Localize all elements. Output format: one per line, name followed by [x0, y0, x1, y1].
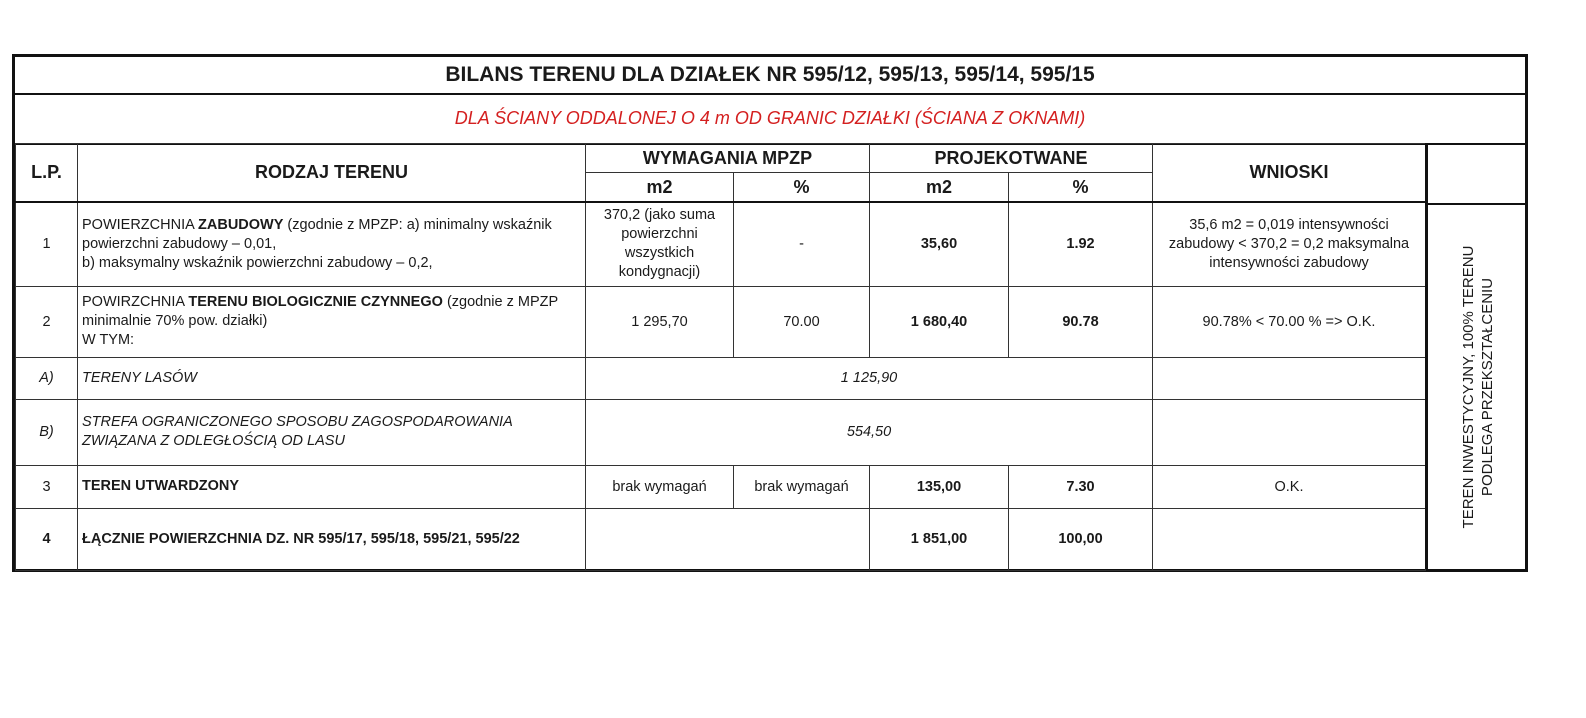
header-wym-pct: %: [734, 173, 870, 203]
table-row: [16, 357, 1426, 399]
row-wym-m2: 370,2 (jako suma powierzchni wszystkich kondygnacji): [586, 202, 734, 286]
header-wymagania-mpzp: WYMAGANIA MPZP: [586, 144, 870, 173]
row-wnioski: O.K.: [1153, 465, 1426, 508]
row-wnioski: [1153, 357, 1426, 399]
row-merged-value: 554,50: [586, 399, 1153, 465]
row-proj-m2: 1 680,40: [870, 286, 1009, 357]
row-wnioski: 90.78% < 70.00 % => O.K.: [1153, 286, 1426, 357]
row-rodzaj: STREFA OGRANICZONEGO SPOSOBU ZAGOSPODAROWANIA ZWIĄZANA Z ODLEGŁOŚCIĄ OD LASU: [78, 399, 586, 465]
row-wnioski: 35,6 m2 = 0,019 intensywności zabudowy < 370,2 = 0,2 maksymalna intensywności zabudowy: [1153, 202, 1426, 286]
row-lp: B): [16, 399, 78, 465]
header-rodzaj-terenu: RODZAJ TERENU: [78, 144, 586, 203]
row-lp: 1: [16, 202, 78, 286]
header-lp: L.P.: [16, 144, 78, 203]
row-wym-pct: -: [734, 202, 870, 286]
row-wym-pct: brak wymagań: [734, 465, 870, 508]
table-row: [16, 399, 1426, 465]
row-wym-pct: 70.00: [734, 286, 870, 357]
row-wnioski: [1153, 399, 1426, 465]
row-wym-empty: [586, 508, 870, 570]
header-projektowane: PROJEKOTWANE: [870, 144, 1153, 173]
row-proj-m2: 135,00: [870, 465, 1009, 508]
row-proj-m2: 35,60: [870, 202, 1009, 286]
table-row: [16, 465, 1426, 508]
row-proj-pct: 1.92: [1009, 202, 1153, 286]
row-rodzaj: POWIRZCHNIA TERENU BIOLOGICZNIE CZYNNEGO (zgodnie z MPZP minimalnie 70% pow. działki) W TYM:: [78, 286, 586, 357]
table-subtitle: DLA ŚCIANY ODDALONEJ O 4 m OD GRANIC DZIAŁKI (ŚCIANA Z OKNAMI): [15, 95, 1525, 145]
row-wym-m2: brak wymagań: [586, 465, 734, 508]
table-row: [16, 508, 1426, 570]
row-rodzaj: ŁĄCZNIE POWIERZCHNIA DZ. NR 595/17, 595/18, 595/21, 595/22: [78, 508, 586, 570]
header-proj-pct: %: [1009, 173, 1153, 203]
row-proj-pct: 100,00: [1009, 508, 1153, 570]
row-lp: A): [16, 357, 78, 399]
row-proj-pct: 7.30: [1009, 465, 1153, 508]
table-row: [16, 202, 1426, 286]
row-rodzaj: TERENY LASÓW: [78, 357, 586, 399]
balance-grid: [15, 143, 1426, 571]
row-proj-pct: 90.78: [1009, 286, 1153, 357]
row-proj-m2: 1 851,00: [870, 508, 1009, 570]
side-note-text: TEREN INWESTYCYJNY, 100% TERENU PODLEGA PRZEKSZTAŁCENIU: [1460, 245, 1496, 529]
row-lp: 4: [16, 508, 78, 570]
row-rodzaj: POWIERZCHNIA ZABUDOWY (zgodnie z MPZP: a) minimalny wskaźnik powierzchni zabudowy – 0,01, b) maksymalny wskaźnik powierzchni zabudowy – 0,2,: [78, 202, 586, 286]
side-note: [1428, 205, 1528, 569]
row-wym-m2: 1 295,70: [586, 286, 734, 357]
header-wnioski: WNIOSKI: [1153, 144, 1426, 203]
row-wnioski: [1153, 508, 1426, 570]
row-rodzaj: TEREN UTWARDZONY: [78, 465, 586, 508]
side-note-header-blank: [1428, 143, 1525, 205]
table-title: BILANS TERENU DLA DZIAŁEK NR 595/12, 595/13, 595/14, 595/15: [15, 57, 1525, 95]
side-note-column: [1425, 143, 1525, 569]
table-row: [16, 286, 1426, 357]
row-merged-value: 1 125,90: [586, 357, 1153, 399]
header-wym-m2: m2: [586, 173, 734, 203]
row-lp: 3: [16, 465, 78, 508]
row-lp: 2: [16, 286, 78, 357]
header-proj-m2: m2: [870, 173, 1009, 203]
land-balance-table: [12, 54, 1528, 572]
